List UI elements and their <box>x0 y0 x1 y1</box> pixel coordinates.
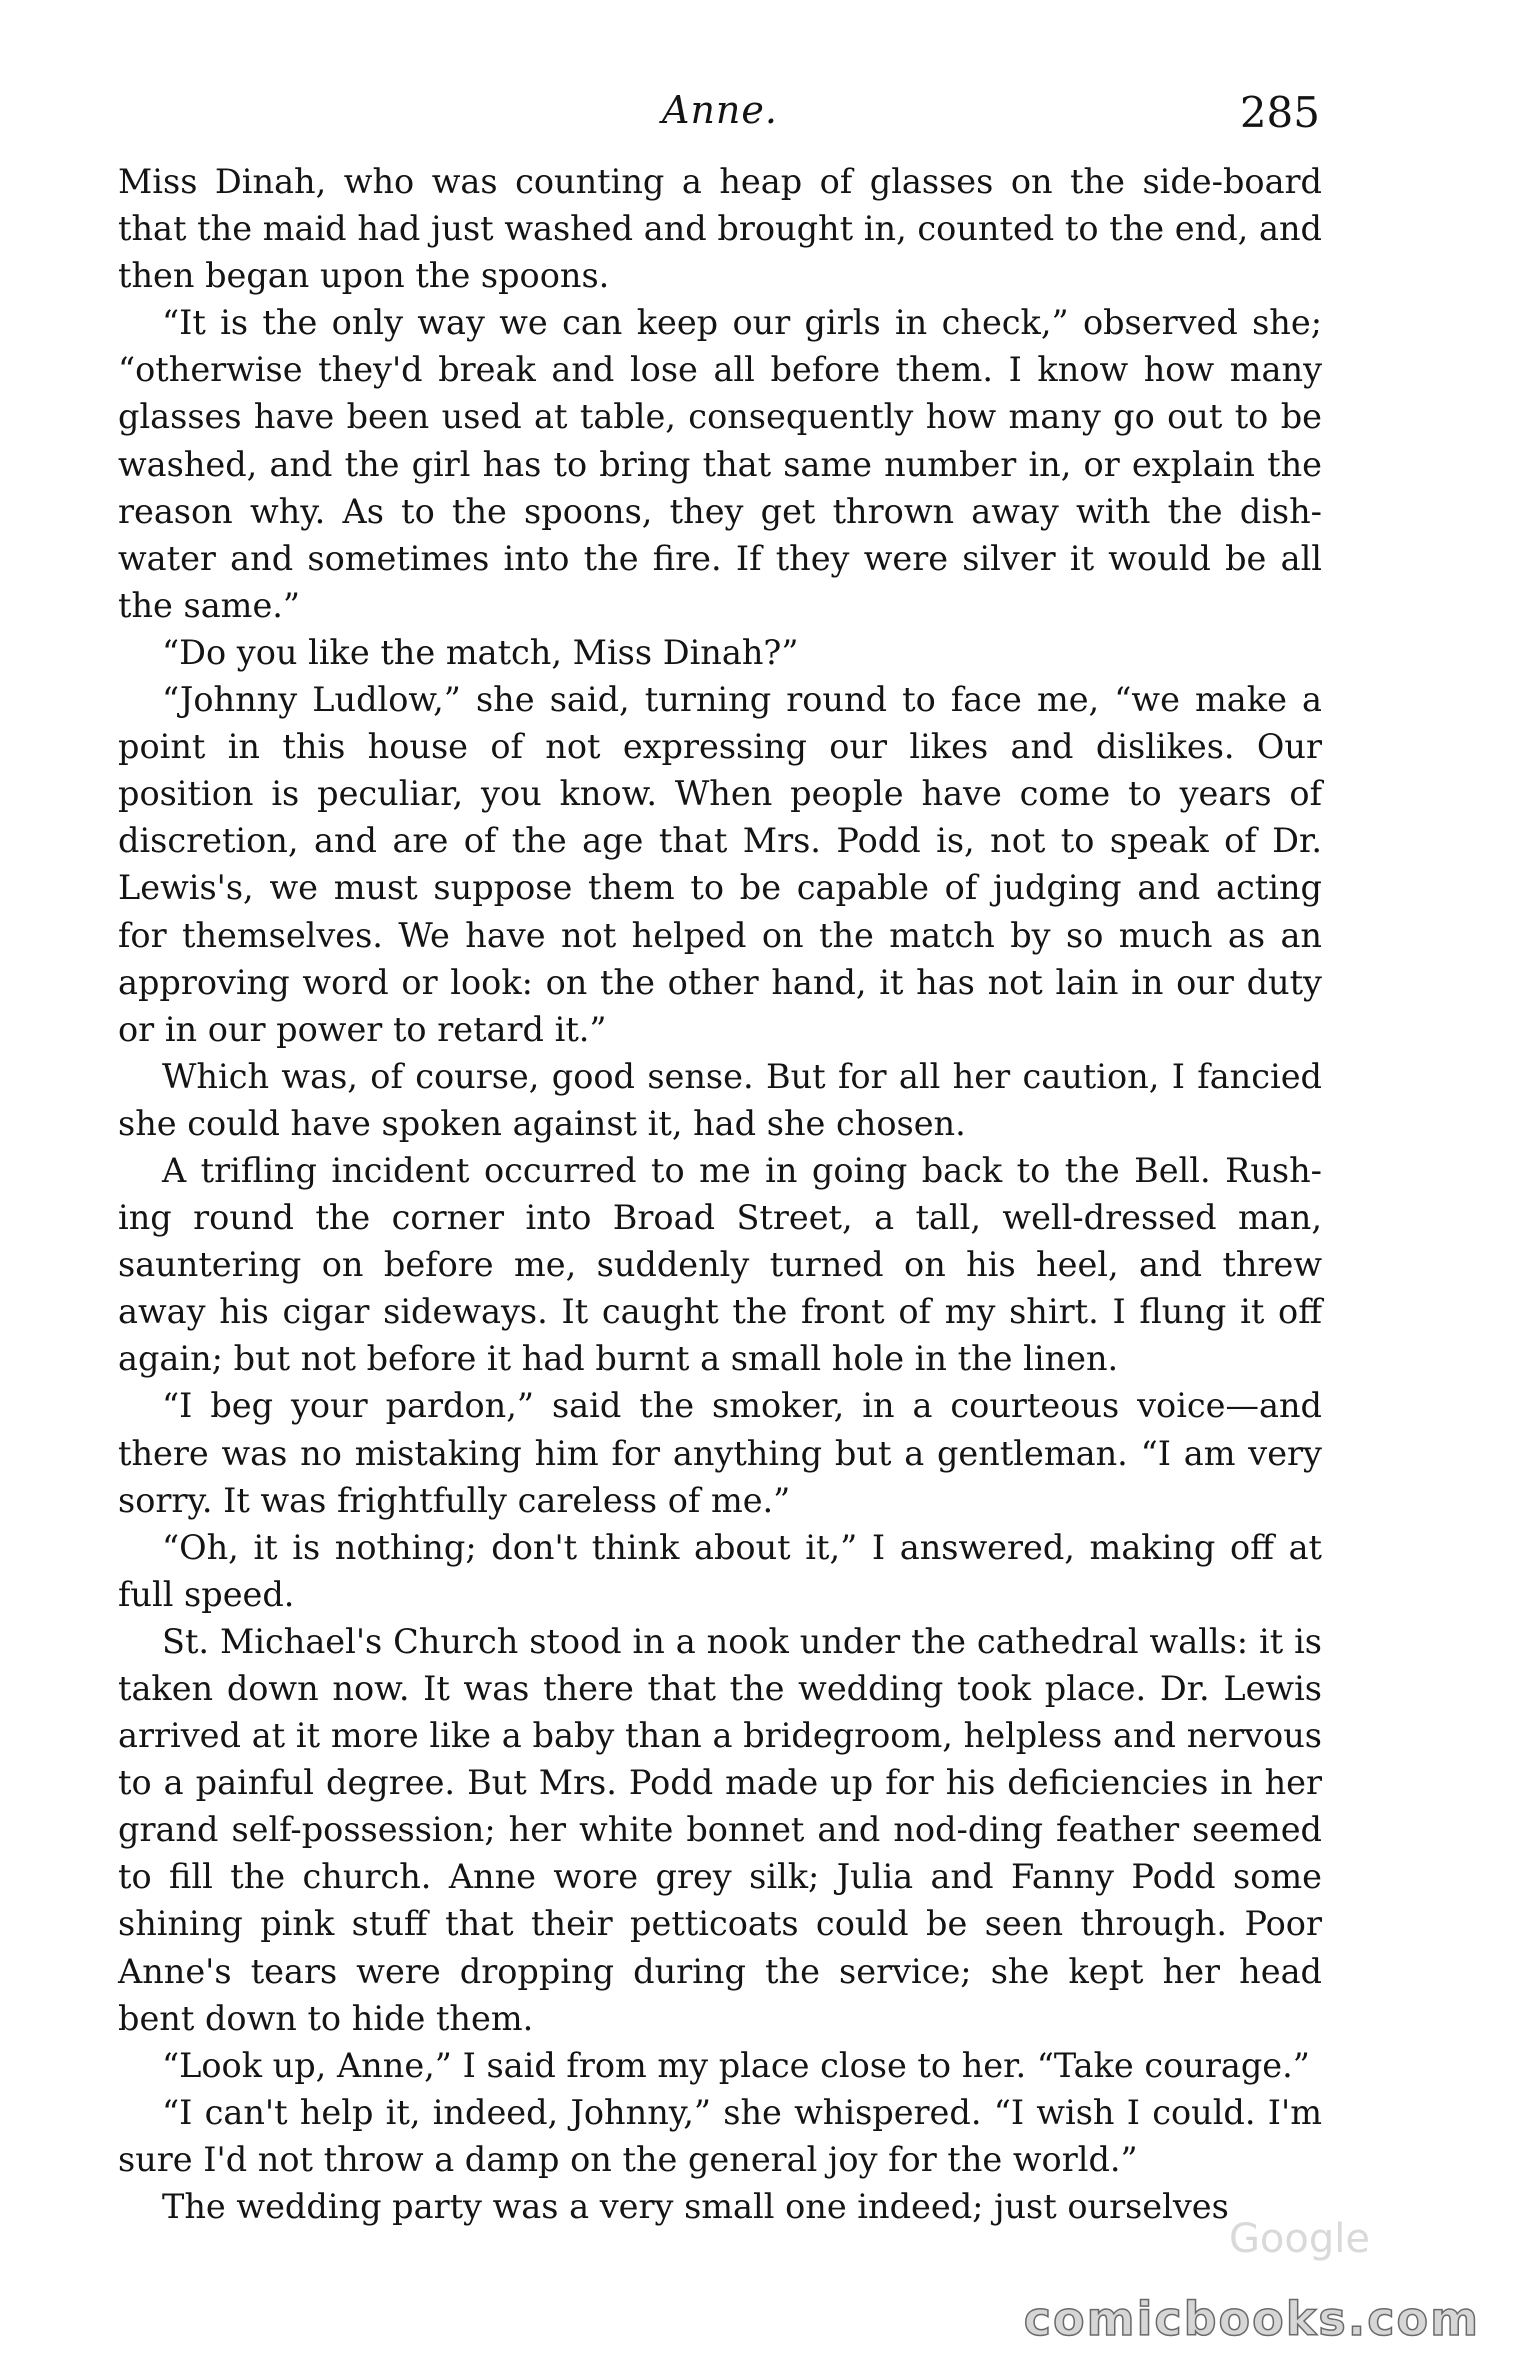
site-watermark: comicbooks.com <box>1023 2292 1480 2346</box>
running-head <box>120 88 1320 148</box>
paragraph: Miss Dinah, who was counting a heap of glasses on the side-board that the maid had just washed and brought in, counted to the end, and then began upon the spoons. <box>118 162 1322 296</box>
scan-watermark: Google <box>1228 2216 1370 2262</box>
paragraph: A trifling incident occurred to me in going back to the Bell. Rush-ing round the corner into Broad Street, a tall, well-dressed man, sauntering on before me, suddenly turned on his heel, and threw away his cigar sideways. It caught the front of my shirt. I flung it off again; but not before it had burnt a small hole in the linen. <box>118 1150 1322 1379</box>
paragraph: “Oh, it is nothing; don't think about it,” I answered, making off at full speed. <box>118 1527 1322 1614</box>
paragraph: “Johnny Ludlow,” she said, turning round to face me, “we make a point in this house of not expressing our likes and dislikes. Our position is peculiar, you know. When people have come to years of discretion, and are of the age that Mrs. Podd is, not to speak of Dr. Lewis's, we must suppose them to be capable of judging and acting for themselves. We have not helped on the match by so much as an approving word or look: on the other hand, it has not lain in our duty or in our power to retard it.” <box>118 680 1322 1049</box>
page-number: 285 <box>1239 88 1320 137</box>
paragraph: “I beg your pardon,” said the smoker, in a courteous voice—and there was no mistaking him for anything but a gentleman. “I am very sorry. It was frightfully careless of me.” <box>118 1386 1322 1520</box>
paragraph: “Do you like the match, Miss Dinah?” <box>162 632 799 672</box>
paragraph: “It is the only way we can keep our girls in check,” observed she; “otherwise they'd break and lose all before them. I know how many glasses have been used at table, consequently how many go out to be washed, and the girl has to bring that same number in, or explain the reason why. As to the spoons, they get thrown away with the dish-water and sometimes into the fire. If they were silver it would be all the same.” <box>118 303 1322 625</box>
paragraph: Which was, of course, good sense. But for all her caution, I fancied she could have spoken against it, had she chosen. <box>118 1056 1322 1143</box>
paragraph: The wedding party was a very small one indeed; just ourselves <box>162 2187 1229 2227</box>
paragraph: St. Michael's Church stood in a nook under the cathedral walls: it is taken down now. It was there that the wedding took place. Dr. Lewis arrived at it more like a baby than a bridegroom, helpless and nervous to a painful degree. But Mrs. Podd made up for his deficiencies in her grand self-possession; her white bonnet and nod-ding feather seemed to fill the church. Anne wore grey silk; Julia and Fanny Podd some shining pink stuff that their petticoats could be seen through. Poor Anne's tears were dropping during the service; she kept her head bent down to hide them. <box>118 1621 1322 2038</box>
paragraph: “I can't help it, indeed, Johnny,” she whispered. “I wish I could. I'm sure I'd not throw a damp on the general joy for the world.” <box>118 2092 1322 2179</box>
body-text <box>118 158 1322 2230</box>
paragraph: “Look up, Anne,” I said from my place close to her. “Take courage.” <box>162 2045 1310 2085</box>
running-title: Anne. <box>662 88 778 132</box>
